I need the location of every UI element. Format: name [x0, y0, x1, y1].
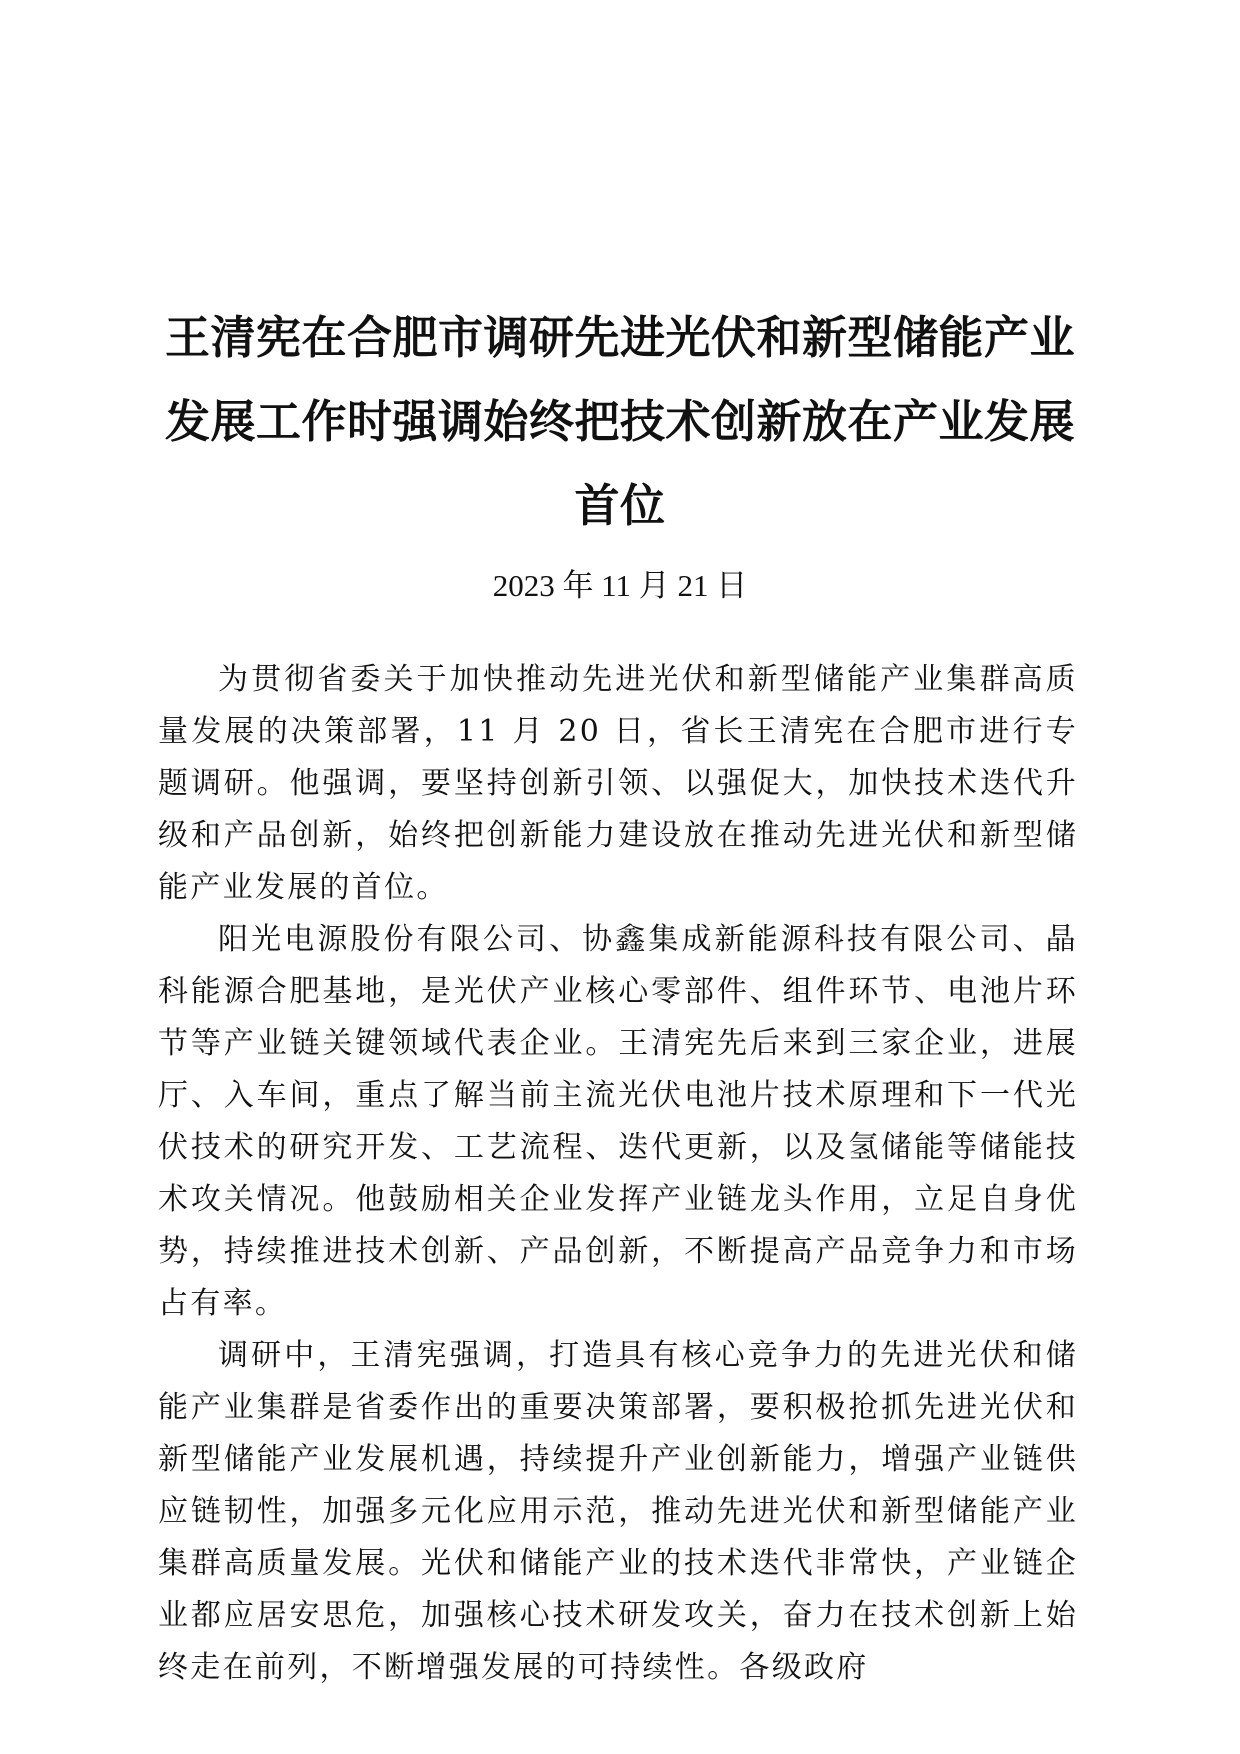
article-title: 王清宪在合肥市调研先进光伏和新型储能产业发展工作时强调始终把技术创新放在产业发展首位 — [164, 311, 1075, 532]
article-date: 2023 年 11 月 21 日 — [492, 568, 748, 603]
body-paragraph-1: 为贯彻省委关于加快推动先进光伏和新型储能产业集群高质量发展的决策部署，11 月 20 日，省长王清宪在合肥市进行专题调研。他强调，要坚持创新引领、以强促大，加快技术迭代升级和产品创新，始终把创新能力建设放在推动先进光伏和新型储能产业发展的首位。 — [158, 662, 1078, 905]
body-paragraph-2: 阳光电源股份有限公司、协鑫集成新能源科技有限公司、晶科能源合肥基地，是光伏产业核心零部件、组件环节、电池片环节等产业链关键领域代表企业。王清宪先后来到三家企业，进展厅、入车间，重点了解当前主流光伏电池片技术原理和下一代光伏技术的研究开发、工艺流程、迭代更新，以及氢储能等储能技术攻关情况。他鼓励相关企业发挥产业链龙头作用，立足自身优势，持续推进技术创新、产品创新，不断提高产品竞争力和市场占有率。 — [158, 922, 1078, 1321]
body-paragraph-3: 调研中，王清宪强调，打造具有核心竞争力的先进光伏和储能产业集群是省委作出的重要决策部署，要积极抢抓先进光伏和新型储能产业发展机遇，持续提升产业创新能力，增强产业链供应链韧性，加强多元化应用示范，推动先进光伏和新型储能产业集群高质量发展。光伏和储能产业的技术迭代非常快，产业链企业都应居安思危，加强核心技术研发攻关，奋力在技术创新上始终走在前列，不断增强发展的可持续性。各级政府 — [158, 1338, 1078, 1685]
article-body — [158, 654, 1078, 1694]
